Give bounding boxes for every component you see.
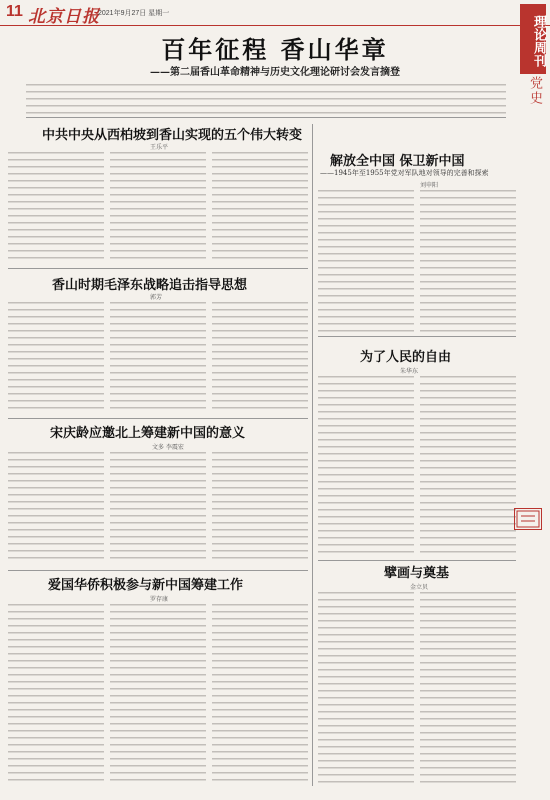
article-2-author: 郭芳 — [150, 294, 163, 301]
editor-note-text — [26, 84, 506, 116]
column-sub: 党史 — [527, 76, 542, 106]
article-7-title: 擘画与奠基 — [384, 566, 450, 581]
article-3-col-2 — [110, 452, 206, 564]
feature-title: 百年征程 香山华章 — [161, 36, 389, 64]
article-5-col-1 — [318, 190, 414, 334]
article-1-col-2 — [110, 152, 206, 264]
article-5-title: 解放全中国 保卫新中国 — [330, 154, 465, 169]
article-6-title: 为了人民的自由 — [360, 350, 452, 365]
decorative-seal — [514, 508, 542, 530]
editor-note — [26, 84, 506, 118]
page-footer — [0, 790, 550, 800]
seal-icon — [515, 509, 541, 529]
divider — [8, 268, 308, 269]
article-1-col-1 — [8, 152, 104, 264]
newspaper-logo: 北京日报 — [28, 7, 100, 27]
article-1-author: 王乐平 — [150, 144, 169, 151]
article-5-subtitle: ——1945年至1955年党对军队地对领导的完善和探索 — [320, 169, 489, 177]
article-3-author: 文多 李震宏 — [152, 444, 184, 451]
article-6-author: 朱华东 — [400, 368, 419, 375]
article-1-col-3 — [212, 152, 308, 264]
column-divider — [312, 124, 313, 786]
article-2-title: 香山时期毛泽东战略追击指导思想 — [52, 278, 248, 293]
publication-date: 2021年9月27日 星期一 — [98, 10, 170, 17]
article-6-col-1 — [318, 376, 414, 558]
article-4-col-3 — [212, 604, 308, 786]
masthead — [0, 0, 550, 26]
feature-subtitle: ——第二届香山革命精神与历史文化理论研讨会发言摘登 — [150, 67, 400, 78]
article-2-col-1 — [8, 302, 104, 414]
article-1-title: 中共中央从西柏坡到香山实现的五个伟大转变 — [42, 128, 303, 143]
article-4-title: 爱国华侨积极参与新中国筹建工作 — [48, 578, 244, 593]
article-3-title: 宋庆龄应邀北上筹建新中国的意义 — [50, 426, 246, 441]
article-6-col-2 — [420, 376, 516, 558]
article-3-col-3 — [212, 452, 308, 564]
article-4-author: 罗存康 — [150, 596, 169, 603]
article-5-author: 刘申阳 — [420, 182, 439, 189]
article-4-col-1 — [8, 604, 104, 786]
article-2-col-3 — [212, 302, 308, 414]
article-7-col-2 — [420, 592, 516, 786]
divider — [8, 418, 308, 419]
article-5-col-2 — [420, 190, 516, 334]
page-number: 11 — [6, 3, 23, 20]
article-3-col-1 — [8, 452, 104, 564]
article-4-col-2 — [110, 604, 206, 786]
divider — [318, 336, 516, 337]
article-7-author: 金立贝 — [410, 584, 429, 591]
divider — [318, 560, 516, 561]
column-name: 理论周刊 — [520, 4, 546, 74]
article-7-col-1 — [318, 592, 414, 786]
article-2-col-2 — [110, 302, 206, 414]
divider — [8, 570, 308, 571]
column-banner — [516, 0, 550, 110]
